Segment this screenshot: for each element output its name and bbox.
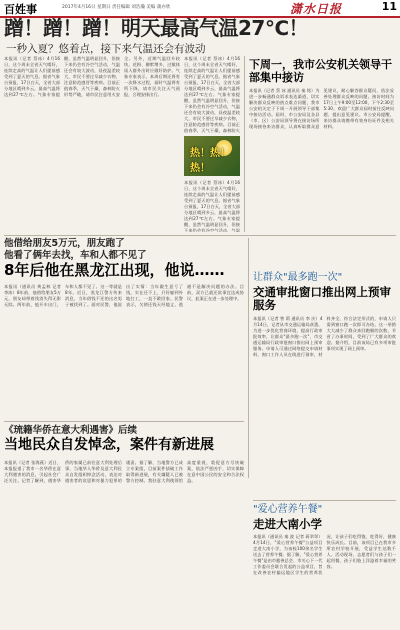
fraud-body: 本报讯（通讯员 黄孟林 记者 李冰）8年前，他借给朋友5万元，朋友却带着钱消失得无影无踪。两年前，他开车出门，车和人都不见了。这一等就是8年。近日，黑龙江警方传来消息，当年借钱不还的这名男子被找到了。面对民警，他说出了实情：当年做生意亏了钱，实在还不上，只好躲到外地打工，一直不敢回家。民警表示，欠债还钱天经地义，逃避不是解决问题的办法。目前，双方已就还款事宜达成协议，此案正在进一步处理中。 <box>4 284 244 307</box>
overseas-headline: 当地民众自发悼念，案件有新进展 <box>4 437 214 453</box>
lead-body-cont-2: 本报讯（记者 蔡冰）4月16日，这个周末全省天气晴好，连续走高的气温让人们提前感受到了夏天的气息。据省气象台预报，17日白天，全省大部分地区晴到多云，最高气温将达到27℃左右。气象专家提醒，虽然气温明显回升，但接下来仍会有冷空气活动，气温 <box>184 180 240 232</box>
lead-headline: 蹭！蹭！蹭！明天最高气温27℃！ <box>4 16 309 40</box>
fraud-headline: 8年后他在黑龙江出现，他说…… <box>4 261 225 279</box>
paper-logo: 潇水日报 <box>290 2 343 16</box>
charity-headline: 走进大南小学 <box>253 517 322 531</box>
charity-body: 本报讯（通讯员 秦 波 记者 蒋翠翠）4月14日，"爱心营养午餐"公益项目走进大南小学，为该校100余名学生送去了营养午餐。据了解，"爱心营养午餐"是由市慈善总会、市关心下一代工作委员会联合发起的公益项目，旨在改善农村偏远地区学生的营养状况，让孩子们吃得饱、吃得好，健康快乐成长。目前，该项目已在我市多所农村学校开展，受益学生达数千人。活动现场，志愿者们与孩子们一起用餐，孩子们脸上洋溢着幸福的笑容。 <box>253 534 396 575</box>
traffic-body: 本报讯（记者 曾 莉 通讯员 李 庆）4月14日，记者从市交通运输局获悉，为进一步优化营商环境，提高行政审批效率，让群众"最多跑一次"，市交通运输局行政审批窗口推出网上预审服务。申请人可通过网络提交申请材料，窗口工作人员在线进行预审，材料齐全、符合法定形式的，申请人只需到窗口跑一次即可办结。这一举措大大减少了群众来回跑腿的次数，节省了办事时间，受到了广大群众的欢迎。据介绍，目前该局已有多项审批事项实现了网上预审。 <box>253 316 396 357</box>
divider-3 <box>253 500 396 501</box>
divider <box>4 235 396 236</box>
column-rule <box>244 56 245 232</box>
page-number: 11 <box>381 0 397 13</box>
overseas-body: 本报讯（记者 张海燕）近日，本报报道了我市一名华侨在意大利遇害的消息，引起社会广泛关注。记者了解到，遇害华侨的家属已前往意大利处理后事，当地华人华侨及意大利民众自发组织悼念活动，表达对遇害者的哀思和对暴力犯罪的谴责。据了解，当地警方已成立专案组，目前案件侦破工作取得新进展，有关嫌疑人已被警方控制。我驻意大利使领馆高度重视，敦促意方尽快破案，依法严惩凶手，切实保障在意中国公民的安全和合法权益。 <box>4 460 244 483</box>
traffic-headline: 交通审批窗口推出网上预审服务 <box>253 285 391 312</box>
police-headline: 下周一，我市公安机关领导干部集中接访 <box>249 58 392 84</box>
lead-subhead: 一秒入夏？悠着点，接下来气温还会有波动 <box>6 43 206 55</box>
column-rule-2 <box>248 238 249 478</box>
issue-meta: 2017年4月16日 星期日 责任编辑 刘浩瀚 美编 蒲亦欣 <box>62 5 171 10</box>
overseas-kicker: 《琉籍华侨在意大利遇害》后续 <box>4 425 138 436</box>
divider-2 <box>4 421 244 422</box>
banner-text: 热！热！热！ <box>190 148 230 174</box>
lead-body-cont: 本报讯（记者 蔡冰）4月16日，这个周末全省天气晴好，连续走高的气温让人们提前感受到了夏天的气息。据省气象台预报，17日白天，全省大部分地区晴到多云，最高气温将达到27℃左右。气象专家提醒，虽然气温明显回升，但接下来仍会有冷空气活动，气温还会有较大波动，昼夜温差较大，市民不要过早减少衣物，注意防范感冒等疾病。目前正值春季，天气干燥，森林防火 <box>184 56 240 133</box>
charity-kicker: "爱心营养午餐" <box>253 504 323 515</box>
police-body: 本报讯（记者 蔡 冰 通讯员 秦 铭）为进一步畅通群众诉求表达渠道，切实解决群众反映的热点难点问题，我市公安机关定于下周一开展领导干部集中接访活动。届时，市公安局及各县（市、区）公安局领导将在接访场所现场接待来访群众，认真听取群众意见建议，耐心解答群众疑问，依法妥善处理群众反映的问题。接访时间为17日上午9:00至12:00，下午2:30至5:30。欢迎广大群众届时前往反映问题、提出意见建议。市公安局提醒，来访群众请携带有效身份证件及相关材料。 <box>249 88 394 129</box>
traffic-kicker: 让群众"最多跑一次" <box>253 272 343 283</box>
heat-banner <box>184 136 240 176</box>
lead-body: 本报讯（记者 蔡冰）4月16日，这个周末全省天气晴好，连续走高的气温让人们提前感受到了夏天的气息。据省气象台预报，17日白天，全省大部分地区晴到多云，最高气温将达到27℃左右。气象专家提醒，虽然气温明显回升，但接下来仍会有冷空气活动，气温还会有较大波动，昼夜温差较大，市民不要过早减少衣物，注意防范感冒等疾病。目前正值春季，天气干燥，森林防火形势严峻，请市民注意用火安全。另外，近期气温回升较快，花粉、柳絮增多，过敏体质人群外出时应做好防护。气象专家表示，本周后期还将有一次降水过程，届时气温将有所下降，请市民关注天气预报，合理安排出行。 <box>4 56 180 97</box>
fraud-kicker: 他借给朋友5万元，朋友跑了 <box>4 238 125 249</box>
section-name: 百姓事 <box>4 3 37 16</box>
fraud-kicker-2: 他看了俩年去找，车和人都不见了 <box>4 250 147 261</box>
